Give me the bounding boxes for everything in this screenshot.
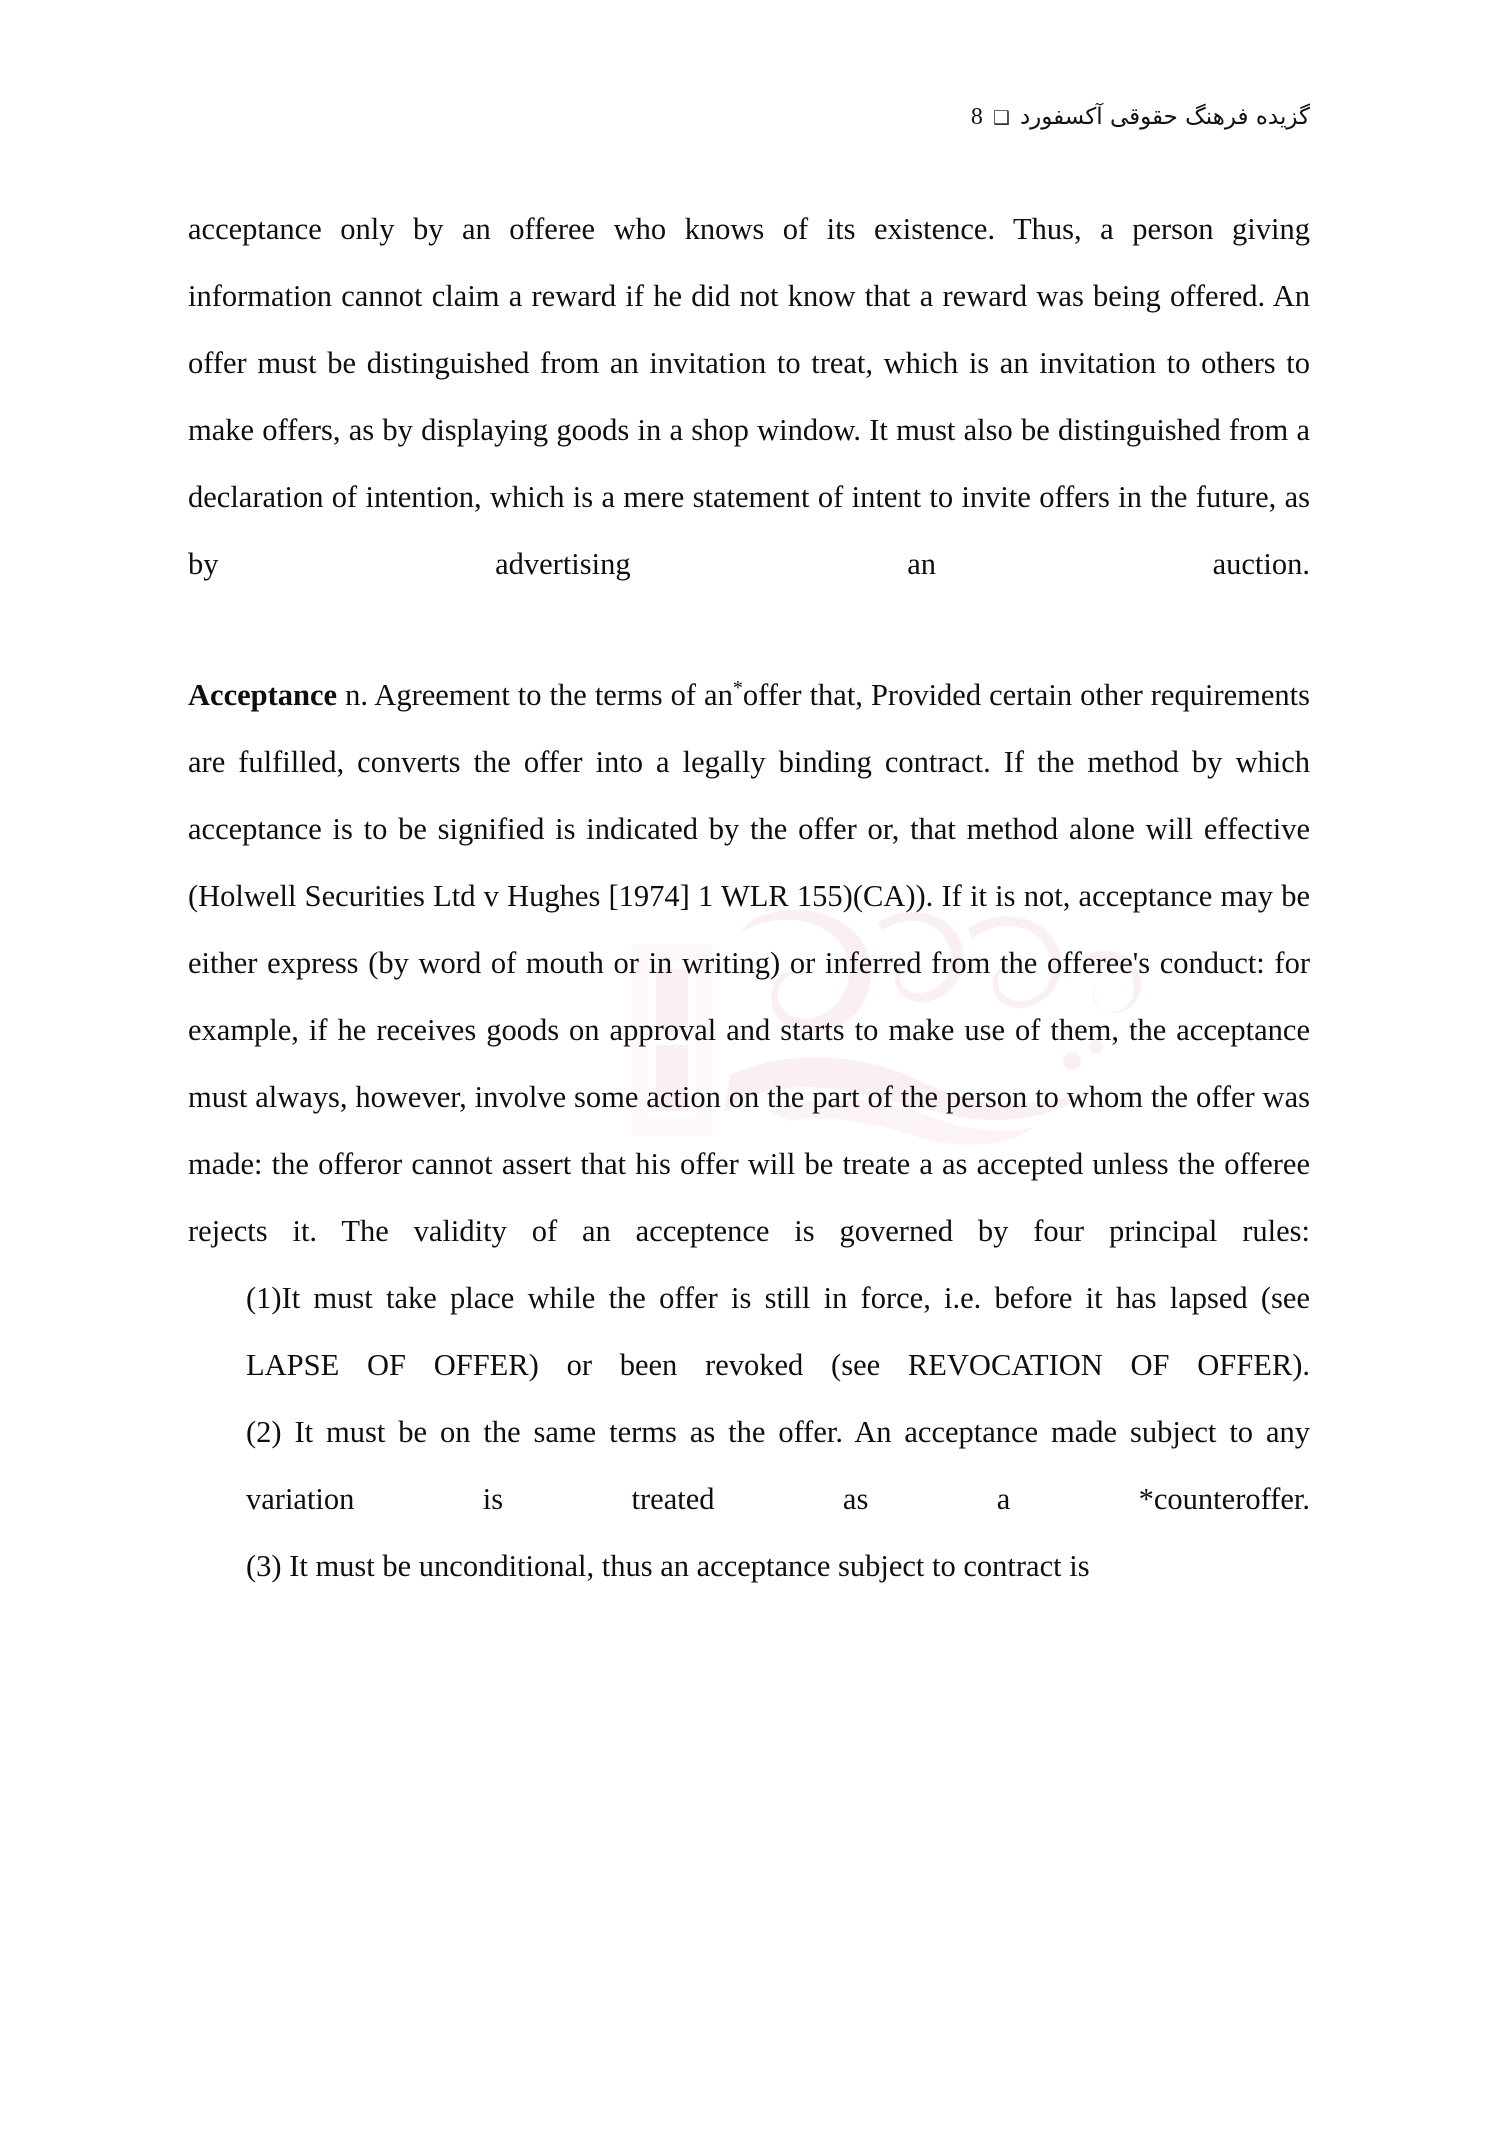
- entry-definition-part2: offer that, Provided certain other requirements are fulfilled, converts the offer into a legally binding contract. If the method by which acceptance is to be signified is indicated by the offer or, that method alone will effective (Holwell Securities Ltd v Hughes [1974] 1 WLR 155)(CA)). If it is not, acceptance may be either express (by word of mouth or in writing) or inferred from the offeree's conduct: for example, if he receives goods on approval and starts to make use of them, the acceptance must always, however, involve some action on the part of the person to whom the offer was made: the offeror cannot assert that his offer will be treate a as accepted unless the offeree rejects it. The validity of an acceptence is governed by four principal rules:: [188, 678, 1310, 1248]
- header-separator-icon: ❑: [992, 107, 1010, 129]
- page-header: [190, 104, 1310, 144]
- paragraph-continued: acceptance only by an offeree who knows of its existence. Thus, a person giving information cannot claim a reward if he did not know that a reward was being offered. An offer must be distinguished from an invitation to treat, which is an invitation to others to make offers, as by displaying goods in a shop window. It must also be distinguished from a declaration of intention, which is a mere statement of intent to invite offers in the future, as by advertising an auction.: [188, 212, 1310, 581]
- page-number: 8: [970, 104, 983, 130]
- rule-item-2: (2) It must be on the same terms as the offer. An acceptance made subject to any variation is treated as a *counteroffer.: [246, 1415, 1310, 1516]
- header-book-title: گزیده فرهنگ حقوقی آکسفورد: [1019, 104, 1310, 130]
- header-inner: [190, 104, 1310, 131]
- dictionary-entry-acceptance: [188, 662, 1310, 1265]
- paragraph-spacer: [188, 598, 1310, 662]
- entry-pos: n.: [345, 678, 368, 712]
- entry-definition-part1: Agreement to the terms of an: [374, 678, 733, 712]
- cross-reference-star-icon: *: [732, 676, 743, 699]
- rule-item-1: (1)It must take place while the offer is still in force, i.e. before it has lapsed (see LAPSE OF OFFER) or been revoked (see REVOCATION OF OFFER).: [246, 1281, 1310, 1382]
- rule-item-3: (3) It must be unconditional, thus an acceptance subject to contract is: [246, 1549, 1090, 1583]
- entry-term: Acceptance: [188, 678, 338, 712]
- page-content: [188, 196, 1310, 1600]
